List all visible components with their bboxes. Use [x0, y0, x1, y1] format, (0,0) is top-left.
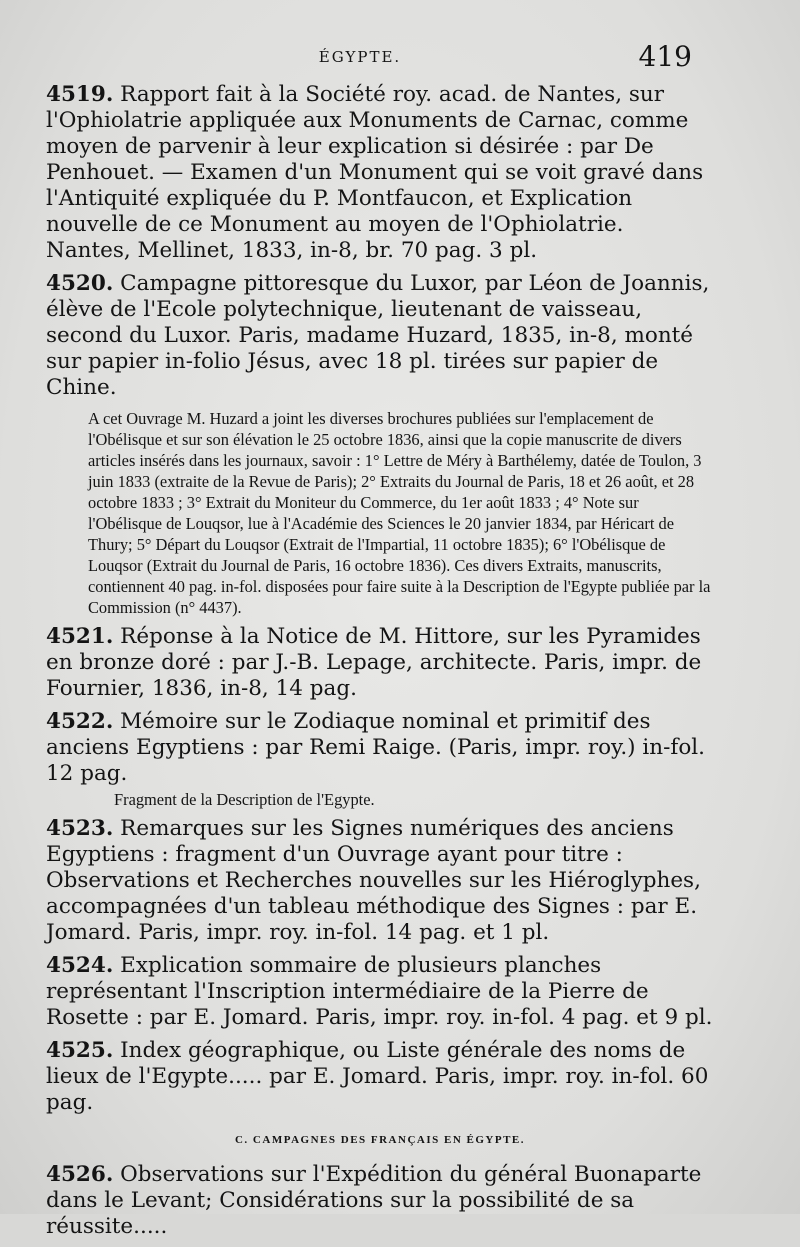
entry-text: Réponse à la Notice de M. Hittore, sur les Pyramides en bronze doré : par J.-B. Lepage, architecte. Paris, impr. de Fournier, 1836, in-8, 14 pag.	[46, 624, 702, 701]
entry-text: Campagne pittoresque du Luxor, par Léon de Joannis, élève de l'Ecole polytechnique, lieutenant de vaisseau, second du Luxor. Paris, madame Huzard, 1835, in-8, monté sur papier in-folio Jésus, avec 18 pl. tirées sur papier de Chine.	[46, 271, 710, 400]
running-head	[0, 40, 800, 74]
page-number: 419	[638, 40, 692, 73]
entry-number: 4521.	[46, 624, 114, 649]
entry-text: Observations sur l'Expédition du général Buonaparte dans le Levant; Considérations sur la possibilité de sa réussite.....	[46, 1162, 702, 1239]
entry-4519	[46, 82, 714, 264]
entry-number: 4519.	[46, 82, 114, 107]
entry-fragment-note: Fragment de la Description de l'Egypte.	[114, 790, 375, 809]
entry-number: 4522.	[46, 709, 114, 734]
entry-number: 4524.	[46, 953, 114, 978]
page-body	[46, 82, 714, 1247]
entry-number: 4520.	[46, 271, 114, 296]
entry-4524	[46, 953, 714, 1031]
entry-text: Explication sommaire de plusieurs planches représentant l'Inscription intermédiaire de la Pierre de Rosette : par E. Jomard. Paris, impr. roy. in-fol. 4 pag. et 9 pl.	[46, 953, 713, 1030]
entry-number: 4525.	[46, 1038, 114, 1063]
section-heading: C. CAMPAGNES DES FRANÇAIS EN ÉGYPTE.	[234, 1134, 525, 1146]
entry-text: Remarques sur les Signes numériques des anciens Egyptiens : fragment d'un Ouvrage ayant pour titre : Observations et Recherches nouvelles sur les Hiéroglyphes, accompagnées d'un tableau méthodique des Signes : par E. Jomard. Paris, impr. roy. in-fol. 14 pag. et 1 pl.	[46, 816, 701, 945]
entry-text: Index géographique, ou Liste générale des noms de lieux de l'Egypte..... par E. Jomard. Paris, impr. roy. in-fol. 60 pag.	[46, 1038, 709, 1115]
entry-text: Rapport fait à la Société roy. acad. de Nantes, sur l'Ophiolatrie appliquée aux Monuments de Carnac, comme moyen de parvenir à leur explication si désirée : par De Penhouet. — Examen d'un Monument qui se voit gravé dans l'Antiquité expliquée du P. Montfaucon, et Explication nouvelle de ce Monument au moyen de l'Ophiolatrie. Nantes, Mellinet, 1833, in-8, br. 70 pag. 3 pl.	[46, 82, 704, 263]
entry-4525	[46, 1038, 714, 1116]
entry-4523	[46, 816, 714, 946]
entry-4521	[46, 624, 714, 702]
entry-number: 4526.	[46, 1162, 114, 1187]
entry-note: A cet Ouvrage M. Huzard a joint les diverses brochures publiées sur l'emplacement de l'Obélisque et sur son élévation le 25 octobre 1836, ainsi que la copie manuscrite de divers articles insérés dans les journaux, savoir : 1° Lettre de Méry à Barthélemy, datée de Toulon, 3 juin 1833 (extraite de la Revue de Paris); 2° Extraits du Journal de Paris, 18 et 26 août, et 28 octobre 1833 ; 3° Extrait du Moniteur du Commerce, du 1er août 1833 ; 4° Note sur l'Obélisque de Louqsor, lue à l'Académie des Sciences le 20 janvier 1834, par Héricart de Thury; 5° Départ du Louqsor (Extrait de l'Impartial, 11 octobre 1835); 6° l'Obélisque de Louqsor (Extrait du Journal de Paris, 16 octobre 1836). Ces divers Extraits, manuscrits, contiennent 40 pag. in-fol. disposées pour faire suite à la Description de l'Egypte publiée par la Commission (n° 4437).	[88, 409, 711, 617]
running-head-title: ÉGYPTE.	[318, 48, 402, 66]
entry-4520	[46, 271, 714, 401]
entry-4522	[46, 709, 714, 787]
entry-text: Mémoire sur le Zodiaque nominal et primitif des anciens Egyptiens : par Remi Raige. (Paris, impr. roy.) in-fol. 12 pag.	[46, 709, 705, 786]
entry-4526	[46, 1162, 714, 1240]
entry-number: 4523.	[46, 816, 114, 841]
